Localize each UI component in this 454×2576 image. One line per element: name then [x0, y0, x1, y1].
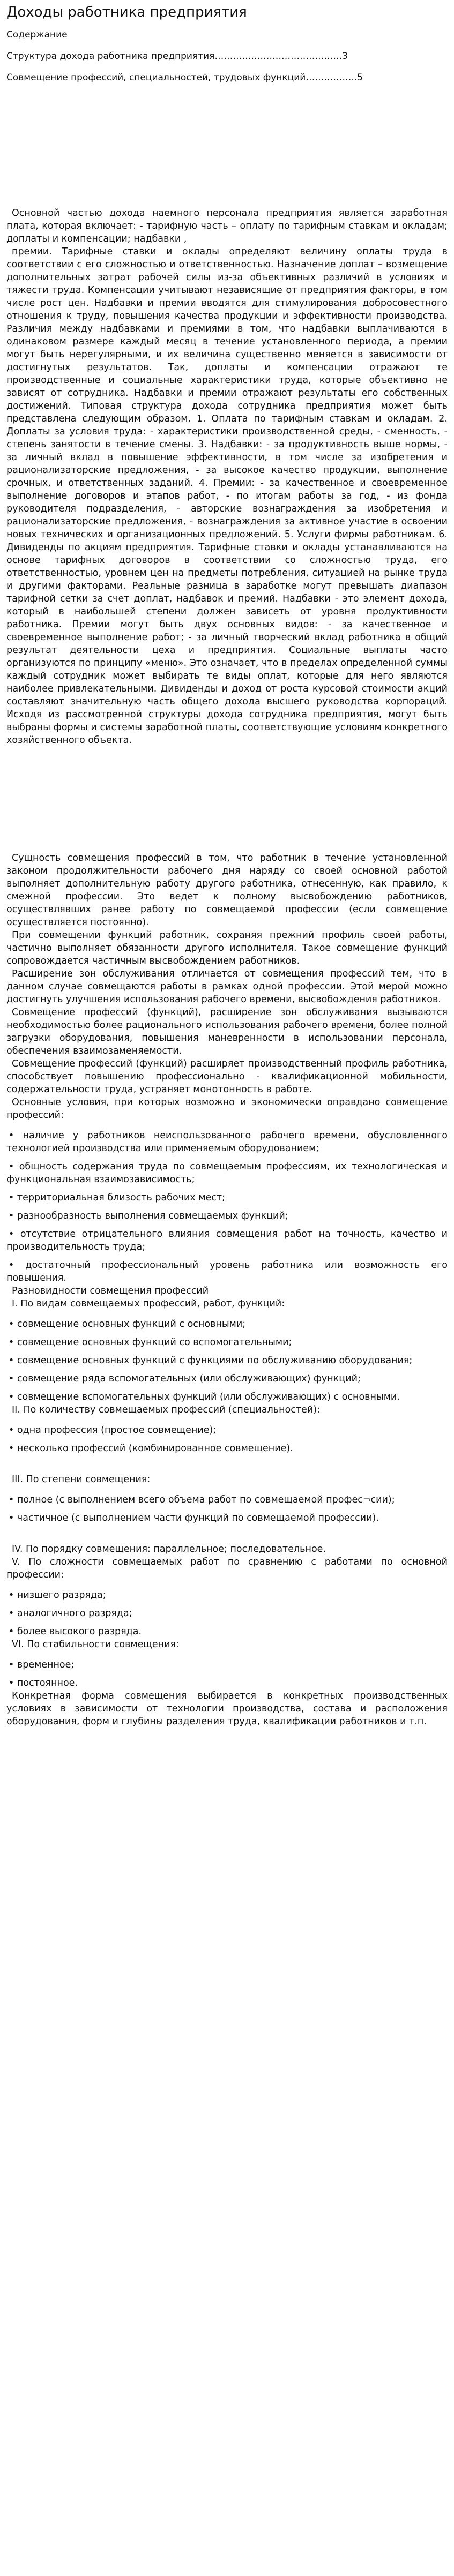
blank-space — [6, 1455, 448, 1473]
toc-item[interactable]: Совмещение профессий, специальностей, трудовых функций……………..5 — [6, 72, 363, 83]
list-item: • полное (с выполнением всего объема работ по совмещаемой профес¬сии); — [9, 1494, 395, 1505]
list-item: • территориальная близость рабочих мест; — [9, 1192, 225, 1203]
paragraph: Сущность совмещения профессий в том, что работник в течение установленной законом продолжительности рабочего дня наряду со своей основной работой выполняет дополнительную работу другого работника, отнесенную, как правило, к смежной профессии. Это ведет к полному высвобождению работников, осуществлявших ранее работу по совмещаемой профессии (если совмещение осуществляется постоянно). — [6, 853, 448, 928]
list-item: • совмещение вспомогательных функций (или обслуживающих) с основными. — [9, 1392, 400, 1402]
list-item: • совмещение ряда вспомогательных (или обслуживающих) функций; — [9, 1373, 361, 1384]
conditions-list — [6, 1129, 448, 1285]
classification-heading: IV. По порядку совмещения: параллельное; последовательное. — [12, 1544, 326, 1554]
list-item: • частичное (с выполнением части функций по совмещаемой профессии). — [9, 1513, 379, 1523]
classification-heading: V. По сложности совмещаемых работ по сравнению с работами по основной профессии: — [6, 1557, 448, 1580]
classification-heading: II. По количеству совмещаемых профессий (специальностей): — [12, 1405, 320, 1415]
document-title: Доходы работника предприятия — [6, 4, 247, 20]
blank-space — [6, 92, 448, 207]
blank-space — [6, 1524, 448, 1543]
toc-heading: Содержание — [6, 29, 68, 40]
list-item: • наличие у работников неиспользованного рабочего времени, обусловленного технологией производства или применяемым оборудованием; — [6, 1130, 448, 1154]
list-item: • совмещение основных функций с функциями по обслуживанию оборудования; — [9, 1355, 413, 1366]
classification-heading: I. По видам совмещаемых профессий, работ, функций: — [12, 1298, 285, 1309]
classification-heading: III. По степени совмещения: — [12, 1474, 151, 1485]
closing-paragraph: Конкретная форма совмещения выбирается в конкретных производственных условиях в зависимости от технологии производства, состава и расположения оборудования, форм и глубины разделения труда, квалификации работников и т.п. — [6, 1691, 448, 1727]
classification-heading: VI. По стабильности совмещения: — [12, 1639, 179, 1650]
list-item: • аналогичного разряда; — [9, 1608, 132, 1619]
paragraph: Расширение зон обслуживания отличается от совмещения профессий тем, что в данном случае совмещаются работы в рамках одной профессии. Этой мерой можно достигнуть улучшения использования рабочего времени, высвобождения работников. — [6, 968, 448, 1005]
type3-list — [6, 1493, 448, 1524]
paragraph: Основные условия, при которых возможно и экономически оправдано совмещение профессий: — [6, 1097, 448, 1121]
type2-list — [6, 1424, 448, 1455]
list-item: • постоянное. — [9, 1678, 78, 1688]
paragraph: Основной частью дохода наемного персонала предприятия является заработная плата, которая включает: - тарифную часть – оплату по тарифным ставкам и окладам; доплаты и компенсации; надбавки , — [6, 208, 448, 244]
list-item: • временное; — [9, 1659, 75, 1670]
list-item: • совмещение основных функций с основными; — [9, 1319, 246, 1330]
list-item: • низшего разряда; — [9, 1590, 106, 1601]
toc-item[interactable]: Структура дохода работника предприятия……………………………………3 — [6, 51, 348, 62]
paragraph: Совмещение профессий (функций), расширение зон обслуживания вызываются необходимостью более рационального использования рабочего времени, более полной загрузки оборудования, повышения маневренности в использовании персонала, обеспечения взаимозаменяемости. — [6, 1007, 448, 1056]
list-item: • совмещение основных функций со вспомогательными; — [9, 1337, 292, 1348]
blank-space — [6, 747, 448, 852]
paragraph: Совмещение профессий (функций) расширяет производственный профиль работника, способствует повышению профессионально - квалификационной мобильности, содержательности труда, устраняет монотонность в работе. — [6, 1058, 448, 1095]
list-item: • достаточный профессиональный уровень работника или возможность его повышения. — [6, 1260, 448, 1283]
type5-list — [6, 1589, 448, 1638]
section-heading: Разновидности совмещения профессий — [12, 1286, 209, 1296]
list-item: • разнообразность выполнения совмещаемых функций; — [9, 1211, 288, 1221]
list-item: • общность содержания труда по совмещаемым профессиям, их технологическая и функциональная взаимозависимость; — [6, 1161, 448, 1185]
list-item: • одна профессия (простое совмещение); — [9, 1425, 217, 1436]
list-item: • отсутствие отрицательного влияния совмещения работ на точность, качество и производительность труда; — [6, 1229, 448, 1252]
list-item: • более высокого разряда. — [9, 1626, 142, 1637]
type1-list — [6, 1318, 448, 1403]
list-item: • несколько профессий (комбинированное совмещение). — [9, 1443, 293, 1454]
type6-list — [6, 1658, 448, 1689]
paragraph: При совмещении функций работник, сохраняя прежний профиль своей работы, частично выполняет обязанности другого исполнителя. Такое совмещение функций сопровождается частичным высвобождением работников. — [6, 930, 448, 966]
paragraph: премии. Тарифные ставки и оклады определяют величину оплаты труда в соответствии с его сложностью и ответственностью. Назначение доплат – возмещение дополнительных затрат рабочей силы из-за объективных различий в условиях и тяжести труда. Компенсации учитывают независящие от предприятия факторы, в том числе рост цен. Надбавки и премии вводятся для стимулирования добросовестного отношения к труду, повышения качества продукции и эффективности производства. Различия между надбавками и премиями в том, что надбавки выплачиваются в одинаковом размере каждый месяц в течение установленного периода, а премии могут быть нерегулярными, и их величина существенно меняется в зависимости от достигнутых результатов. Так, доплаты и компенсации отражают те производственные и социальные характеристики труда, которые объективно не зависят от сотрудника. Надбавки и премии отражают результаты его собственных достижений. Типовая структура дохода сотрудника предприятия может быть представлена следующим образом. 1. Оплата по тарифным ставкам и окладам. 2. Доплаты за условия труда: - характеристики производственной среды, - сменность, - степень занятости в течение смены. 3. Надбавки: - за продуктивность выше нормы, - за личный вклад в повышение эффективности, в том числе за изобретения и рационализаторские предложения, - за высокое качество продукции, выполнение срочных, и ответственных заданий. 4. Премии: - за качественное и своевременное выполнение договоров и этапов работ, - по итогам работы за год, - из фонда руководителя подразделения, - авторские вознаграждения за изобретения и рационализаторские предложения, - вознаграждения за активное участие в освоении новых технических и организационных предложений. 5. Услуги фирмы работникам. 6. Дивиденды по акциям предприятия. Тарифные ставки и оклады устанавливаются на основе тарифных договоров в соответствии со сложностью труда, его ответственностью, уровнем цен на предметы потребления, ситуацией на рынке труда и другими факторами. Реальные разница в заработке могут превышать диапазон тарифной сетки за счет доплат, надбавок и премий. Надбавки - это элемент дохода, который в наибольшей степени должен зависеть от уровня продуктивности работника. Премии могут быть двух основных видов: - за качественное и своевременное выполнение работ; - за личный творческий вклад работника в общий результат деятельности цеха и предприятия. Социальные выплаты часто организуются по принципу «меню». Это означает, что в пределах определенной суммы каждый сотрудник может выбирать те виды оплат, которые для него являются наиболее привлекательными. Дивиденды и доход от роста курсовой стоимости акций составляют значительную часть общего дохода высшего руководства корпораций. Исходя из рассмотренной структуры дохода сотрудника предприятия, могут быть выбраны формы и системы заработной платы, соответствующие условиям конкретного хозяйственного объекта. — [6, 246, 448, 746]
